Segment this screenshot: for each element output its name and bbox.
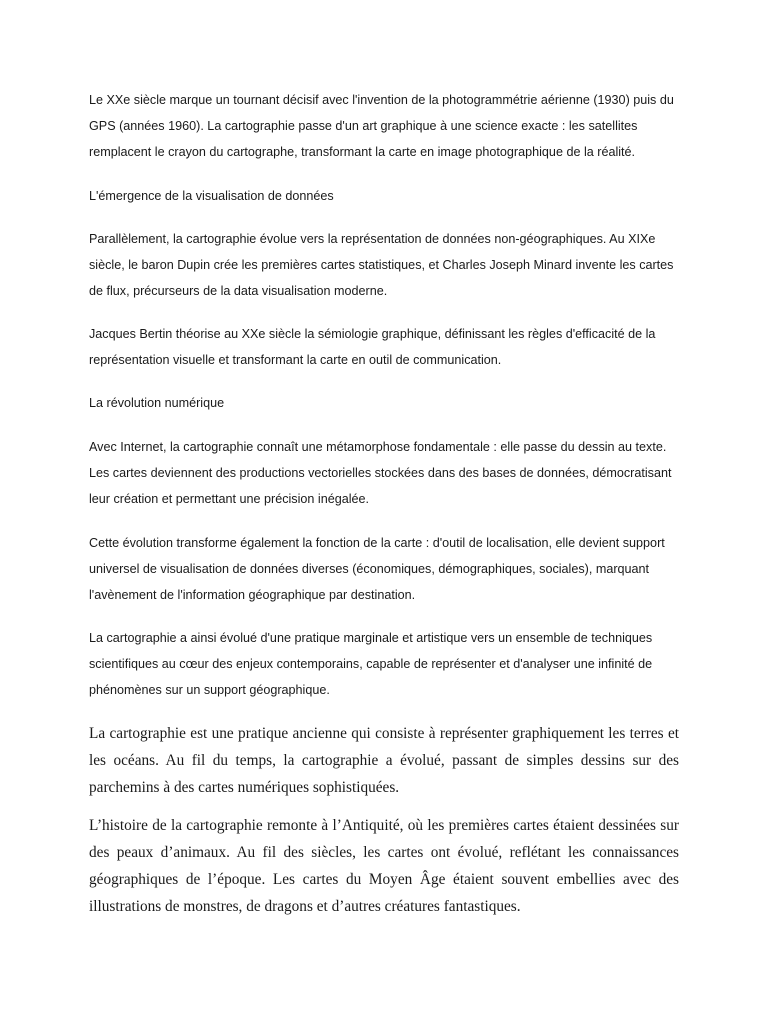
text-line: GPS (années 1960). La cartographie passe d'un art graphique à une science exacte : les satellites [89,119,638,133]
paragraph-bertin [89,321,689,373]
paragraph-non-geographic-data [89,226,689,304]
heading-digital-revolution [89,390,689,416]
heading-data-visualisation [89,183,689,209]
text-line: L’histoire de la cartographie remonte à l’Antiquité, où les premières cartes étaient dessinées sur [89,817,679,834]
text-line: l'avènement de l'information géographique par destination. [89,588,416,602]
text-line: Cette évolution transforme également la fonction de la carte : d'outil de localisation, elle devient support [89,536,665,550]
section-heading: L'émergence de la visualisation de données [89,189,334,203]
text-line: leur création et permettant une précision inégalée. [89,492,370,506]
text-line: Jacques Bertin théorise au XXe siècle la sémiologie graphique, définissant les règles d'efficacité de la [89,327,656,341]
text-line: La cartographie est une pratique ancienne qui consiste à représenter graphiquement les terres et [89,725,679,742]
text-line: de flux, précurseurs de la data visualisation moderne. [89,284,388,298]
text-line: Le XXe siècle marque un tournant décisif avec l'invention de la photogrammétrie aérienne (1930) puis du [89,93,674,107]
text-line: siècle, le baron Dupin crée les premières cartes statistiques, et Charles Joseph Minard invente les cartes [89,258,674,272]
text-line: Parallèlement, la cartographie évolue vers la représentation de données non-géographiques. Au XIXe [89,232,656,246]
text-line: remplacent le crayon du cartographe, transformant la carte en image photographique de la réalité. [89,145,636,159]
text-line: La cartographie a ainsi évolué d'une pratique marginale et artistique vers un ensemble de techniques [89,631,653,645]
text-line: Avec Internet, la cartographie connaît une métamorphose fondamentale : elle passe du dessin au texte. [89,440,667,454]
text-line: les océans. Au fil du temps, la cartographie a évolué, passant de simples dessins sur des [89,752,679,769]
text-line: universel de visualisation de données diverses (économiques, démographiques, sociales), marquant [89,562,650,576]
text-line: parchemins à des cartes numériques sophistiquées. [89,779,400,796]
paragraph-photogrammetry [89,87,689,165]
text-line: des peaux d’animaux. Au fil des siècles, les cartes ont évolué, reflétant les connaissances [89,844,679,861]
text-line: scientifiques au cœur des enjeux contemporains, capable de représenter et d'analyser une infinité de [89,657,653,671]
text-line: représentation visuelle et transformant la carte en outil de communication. [89,353,502,367]
paragraph-history [89,812,679,920]
text-line: Les cartes deviennent des productions vectorielles stockées dans des bases de données, démocratisant [89,466,672,480]
paragraph-internet [89,434,689,512]
paragraph-cartography-definition [89,720,679,801]
text-line: illustrations de monstres, de dragons et d’autres créatures fantastiques. [89,898,521,915]
section-heading: La révolution numérique [89,396,225,410]
paragraph-function-of-map [89,530,689,608]
text-line: phénomènes sur un support géographique. [89,683,330,697]
paragraph-conclusion [89,625,689,703]
text-line: géographiques de l’époque. Les cartes du Moyen Âge étaient souvent embellies avec des [89,871,679,888]
